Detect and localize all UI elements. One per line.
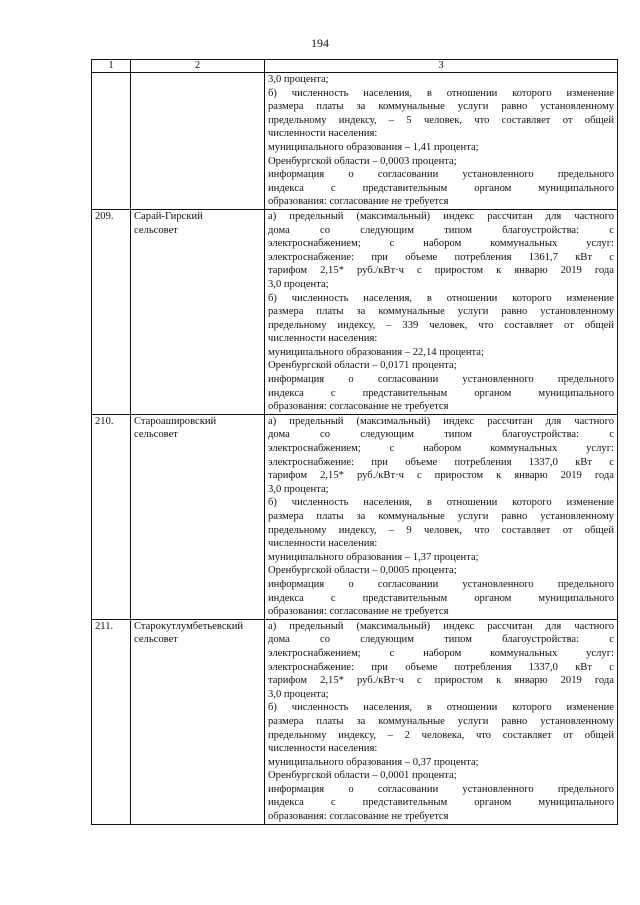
text-line: муниципального образования – 22,14 процента; (268, 346, 484, 358)
text-line: электроснабжение: при объеме потребления 1337,0 кВт с (268, 456, 614, 468)
index-description (265, 414, 618, 619)
table-row (92, 414, 618, 619)
row-number: 209. (92, 209, 131, 414)
municipality-name (131, 209, 265, 414)
text-line: численности населения: (268, 333, 378, 345)
text-line: 3,0 процента; (268, 278, 329, 290)
text-line: численности населения: (268, 743, 378, 755)
row-number: 211. (92, 619, 131, 824)
continuation-row (92, 73, 618, 210)
text-line: а) предельный (максимальный) индекс рассчитан для частного (268, 620, 614, 632)
text-line: образования: согласование не требуется (268, 811, 449, 823)
text-line: 3,0 процента; (268, 74, 329, 85)
text-line: размера платы за коммунальные услуги равно установленному (268, 101, 614, 113)
table-body (92, 73, 618, 825)
municipality-name-line: Сарай-Гирский (134, 210, 203, 222)
text-line: 3,0 процента; (268, 483, 329, 495)
text-line: электроснабжение: при объеме потребления 1337,0 кВт с (268, 661, 614, 673)
text-line: образования: согласование не требуется (268, 196, 449, 208)
text-line: предельному индексу, – 339 человек, что составляет от общей (268, 319, 614, 331)
text-line: тарифом 2,15* руб./кВт·ч с приростом к январю 2019 года (268, 265, 614, 277)
municipality-name (131, 619, 265, 824)
text-line: численности населения: (268, 538, 378, 550)
text-line: б) численность населения, в отношении которого изменение (268, 292, 614, 304)
text-line: Оренбургской области – 0,0001 процента; (268, 770, 457, 782)
municipality-name-line: сельсовет (134, 634, 178, 646)
text-line: размера платы за коммунальные услуги равно установленному (268, 715, 614, 727)
text-line: Оренбургской области – 0,0005 процента; (268, 565, 457, 577)
text-line: а) предельный (максимальный) индекс рассчитан для частного (268, 415, 614, 427)
continuation-number-cell (92, 73, 131, 210)
text-line: индекса с представительным органом муниципального (268, 182, 614, 194)
text-line: размера платы за коммунальные услуги равно установленному (268, 511, 614, 522)
table-header-row (92, 60, 618, 73)
municipality-name-line: Староашировский (134, 415, 217, 427)
text-line: размера платы за коммунальные услуги равно установленному (268, 306, 614, 318)
page-number: 194 (311, 36, 329, 50)
row-number: 210. (92, 414, 131, 619)
text-line: муниципального образования – 1,37 процента; (268, 551, 479, 563)
text-line: муниципального образования – 1,41 процента; (268, 141, 479, 153)
text-line: Оренбургской области – 0,0171 процента; (268, 360, 457, 372)
text-line: предельному индексу, – 2 человека, что составляет от общей (268, 729, 614, 741)
header-col-1: 1 (92, 60, 131, 73)
municipality-name-line: Старокутлумбетьевский (134, 620, 244, 632)
text-line: б) численность населения, в отношении которого изменение (268, 87, 614, 99)
text-line: а) предельный (максимальный) индекс рассчитан для частного (268, 210, 614, 222)
text-line: дома со следующим типом благоустройства: с (268, 224, 614, 236)
text-line: информация о согласовании установленного предельного (268, 783, 614, 795)
text-line: информация о согласовании установленного предельного (268, 578, 614, 590)
text-line: предельному индексу, – 5 человек, что составляет от общей (268, 114, 614, 126)
index-description (265, 209, 618, 414)
text-line: электроснабжением; с набором коммунальных услуг: (268, 443, 614, 455)
municipality-name-line: сельсовет (134, 429, 178, 441)
text-line: индекса с представительным органом муниципального (268, 797, 614, 809)
text-line: дома со следующим типом благоустройства: с (268, 429, 614, 441)
text-line: образования: согласование не требуется (268, 606, 449, 618)
text-line: муниципального образования – 0,37 процента; (268, 756, 479, 768)
text-line: Оренбургской области – 0,0003 процента; (268, 155, 457, 167)
municipality-name (131, 414, 265, 619)
document-table (91, 59, 618, 825)
continuation-name-cell (131, 73, 265, 210)
text-line: электроснабжением; с набором коммунальных услуг: (268, 647, 614, 659)
table-row (92, 209, 618, 414)
continuation-text-cell (265, 73, 618, 210)
text-line: образования: согласование не требуется (268, 401, 449, 413)
text-line: электроснабжением; с набором коммунальных услуг: (268, 238, 614, 250)
table-row (92, 619, 618, 824)
index-description (265, 619, 618, 824)
text-line: электроснабжение: при объеме потребления 1361,7 кВт с (268, 251, 614, 263)
text-line: тарифом 2,15* руб./кВт·ч с приростом к январю 2019 года (268, 470, 614, 482)
municipality-name-line: сельсовет (134, 224, 178, 236)
text-line: б) численность населения, в отношении которого изменение (268, 702, 614, 714)
text-line: предельному индексу, – 9 человек, что составляет от общей (268, 524, 614, 536)
text-line: индекса с представительным органом муниципального (268, 387, 614, 399)
text-line: 3,0 процента; (268, 688, 329, 700)
text-line: индекса с представительным органом муниципального (268, 592, 614, 604)
text-line: тарифом 2,15* руб./кВт·ч с приростом к январю 2019 года (268, 675, 614, 687)
text-line: информация о согласовании установленного предельного (268, 374, 614, 386)
header-col-2: 2 (131, 60, 265, 73)
header-col-3: 3 (265, 60, 618, 73)
text-line: б) численность населения, в отношении которого изменение (268, 497, 614, 509)
text-line: дома со следующим типом благоустройства: с (268, 634, 614, 646)
text-line: численности населения: (268, 128, 378, 140)
text-line: информация о согласовании установленного предельного (268, 169, 614, 181)
